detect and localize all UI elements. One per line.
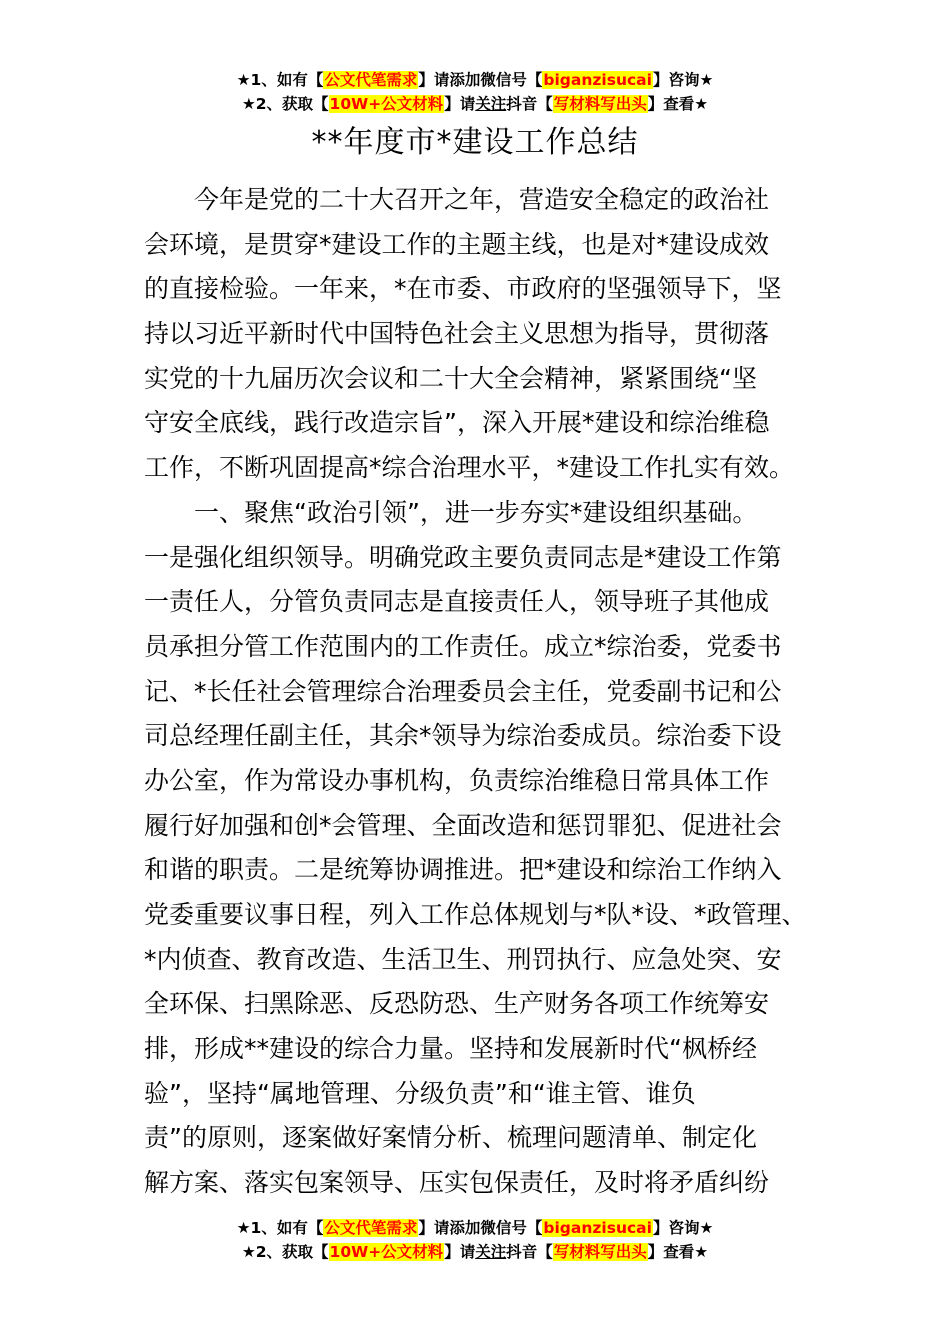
banner-text: 微信号【: [480, 71, 543, 89]
banner-text: 】查看★: [647, 1243, 709, 1261]
banner-text: ★1、如有【: [236, 1219, 324, 1237]
text-line: 解方案、落实包案领导、压实包保责任，及时将矛盾纠纷: [144, 1168, 770, 1198]
text-line: 履行好加强和创*会管理、全面改造和惩罚罪犯、促进社会: [144, 810, 782, 840]
banner-emphasis: 关注: [475, 95, 507, 113]
banner-highlight: biganzisucai: [543, 1219, 652, 1237]
banner-text: 】查看★: [647, 95, 709, 113]
text-line: 实党的十九届历次会议和二十大全会精神，紧紧围绕“坚: [144, 363, 757, 393]
text-line: 今年是党的二十大召开之年，营造安全稳定的政治社: [194, 185, 770, 214]
text-line: 办公室，作为常设办事机构，负责综治维稳日常具体工作: [144, 765, 770, 795]
banner-highlight: 公文代笔需求: [324, 1219, 418, 1237]
banner-text: ★1、如有【: [236, 71, 324, 89]
text-line: 全环保、扫黑除恶、反恐防恐、生产财务各项工作统筹安: [144, 989, 770, 1019]
text-line: 司总经理任副主任，其余*领导为综治委成员。综治委下设: [144, 721, 782, 751]
banner-text: 】请: [418, 1219, 450, 1237]
text-line: 责”的原则，逐案做好案情分析、梳理问题清单、制定化: [144, 1123, 757, 1153]
text-line: 员承担分管工作范围内的工作责任。成立*综治委，党委书: [144, 631, 782, 661]
text-line: 一是强化组织领导。明确党政主要负责同志是*建设工作第: [144, 542, 782, 572]
banner-emphasis: 添加: [449, 1219, 481, 1237]
banner-highlight: 10W+公文材料: [329, 1243, 444, 1261]
footer-banner: [0, 1216, 950, 1264]
banner-line-2: [0, 1240, 950, 1264]
text-line: 一责任人，分管负责同志是直接责任人，领导班子其他成: [144, 587, 770, 617]
banner-highlight: biganzisucai: [543, 71, 652, 89]
banner-highlight: 写材料写出头: [553, 1243, 647, 1261]
banner-highlight: 公文代笔需求: [324, 71, 418, 89]
text-line: 记、*长任社会管理综合治理委员会主任，党委副书记和公: [144, 676, 782, 706]
banner-line-1: [0, 68, 950, 92]
text-line: 的直接检验。一年来，*在市委、市政府的坚强领导下，坚: [144, 274, 782, 304]
header-banner: [0, 68, 950, 116]
document-body: [144, 178, 824, 1206]
text-line: 和谐的职责。二是统筹协调推进。把*建设和综治工作纳入: [144, 855, 782, 885]
banner-text: ★2、获取【: [241, 1243, 329, 1261]
banner-highlight: 10W+公文材料: [329, 95, 444, 113]
banner-text: 】请: [418, 71, 450, 89]
banner-highlight: 写材料写出头: [553, 95, 647, 113]
text-line: 守安全底线，践行改造宗旨”，深入开展*建设和综治维稳: [144, 408, 770, 438]
text-line: 持以习近平新时代中国特色社会主义思想为指导，贯彻落: [144, 319, 770, 349]
text-line: 验”，坚持“属地管理、分级负责”和“谁主管、谁负: [144, 1078, 696, 1108]
banner-text: 微信号【: [480, 1219, 543, 1237]
text-line: 工作，不断巩固提高*综合治理水平，*建设工作扎实有效。: [144, 453, 795, 483]
text-line: 党委重要议事日程，列入工作总体规划与*队*设、*政管理、: [144, 900, 807, 929]
document-title: **年度市*建设工作总结: [311, 125, 639, 160]
text-line: *内侦查、教育改造、生活卫生、刑罚执行、应急处突、安: [144, 944, 782, 974]
banner-text: 抖音【: [506, 1243, 553, 1261]
banner-text: 】咨询★: [652, 71, 714, 89]
banner-text: ★2、获取【: [241, 95, 329, 113]
banner-emphasis: 关注: [475, 1243, 507, 1261]
banner-text: 】请: [444, 95, 476, 113]
banner-text: 】咨询★: [652, 1219, 714, 1237]
banner-line-1: [0, 1216, 950, 1240]
banner-text: 抖音【: [506, 95, 553, 113]
banner-emphasis: 添加: [449, 71, 481, 89]
text-line: 排，形成**建设的综合力量。坚持和发展新时代“枫桥经: [144, 1034, 757, 1064]
banner-text: 】请: [444, 1243, 476, 1261]
banner-line-2: [0, 92, 950, 116]
text-line: 会环境，是贯穿*建设工作的主题主线，也是对*建设成效: [144, 229, 770, 259]
section-heading-line: 一、聚焦“政治引领”，进一步夯实*建设组织基础。: [194, 497, 758, 527]
